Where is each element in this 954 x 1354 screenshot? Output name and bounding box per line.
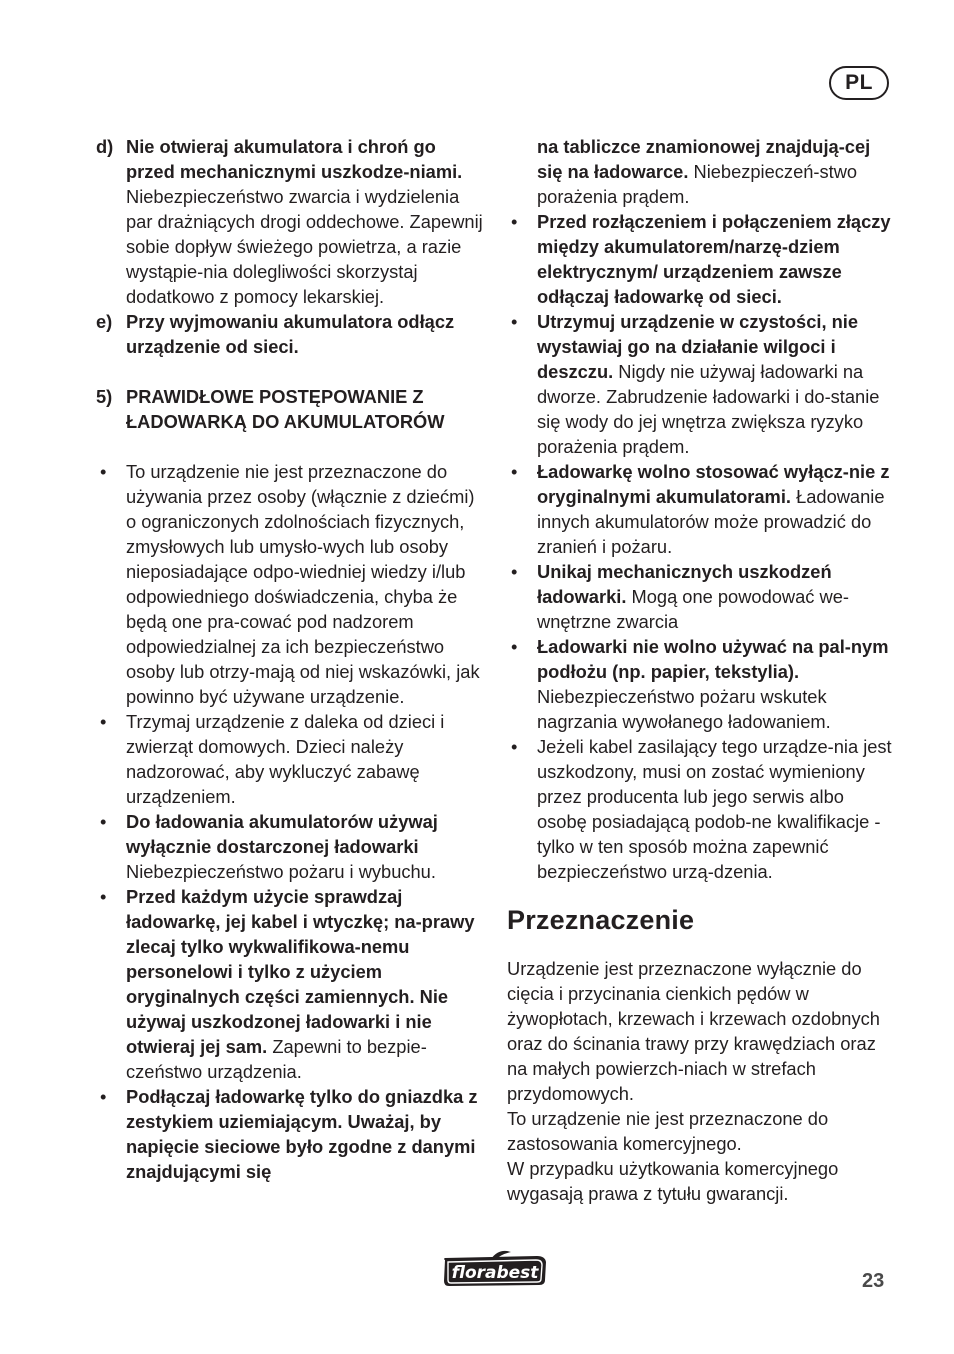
item-marker: e) xyxy=(96,311,113,332)
bullet-icon: • xyxy=(511,636,518,657)
bullet-item xyxy=(507,634,893,734)
bullet-item xyxy=(96,709,488,809)
svg-text:florabest: florabest xyxy=(451,1263,539,1283)
bullet-item xyxy=(96,884,488,1084)
logo-icon xyxy=(439,1250,551,1288)
section-heading: Przeznaczenie xyxy=(507,905,695,935)
section-5-heading xyxy=(96,384,488,434)
paragraph: To urządzenie nie jest przeznaczone do zastosowania komercyjnego. xyxy=(507,1108,829,1154)
item-text: Jeżeli kabel zasilający tego urządze-nia jest uszkodzony, musi on zostać wymieniony przez producenta lub jego serwis albo osobę posiadającą podob-ne kwalifikacje - tylko w ten sposób można zapewnić bezpieczeństwo urzą-dzenia. xyxy=(537,736,892,882)
item-text: Trzymaj urządzenie z daleka od dzieci i zwierząt domowych. Dzieci należy nadzorować, aby wykluczyć zabawę urządzeniem. xyxy=(126,711,445,807)
item-bold-text: Przed rozłączeniem i połączeniem złączy między akumulatorem/narzę-dziem elektrycznym/ urządzeniem zawsze odłączaj ładowarkę od sieci. xyxy=(537,211,891,307)
right-column xyxy=(507,134,893,1206)
bullet-icon: • xyxy=(100,711,107,732)
item-text: Nigdy nie używaj ładowarki na dworze. Zabrudzenie ładowarki i do-stanie się wody do jej wnętrza zwiększa ryzyko porażenia prądem. xyxy=(537,361,880,457)
item-bold-text: na tabliczce znamionowej znajdują-cej się na ładowarce. xyxy=(537,136,871,182)
bullet-icon: • xyxy=(100,1086,107,1107)
bullet-item xyxy=(507,734,893,884)
item-bold-text: Przy wyjmowaniu akumulatora odłącz urządzenie od sieci. xyxy=(126,311,455,357)
bullet-icon: • xyxy=(100,886,107,907)
left-column xyxy=(96,134,488,1184)
continued-item xyxy=(507,134,893,209)
item-text: Niebezpieczeństwo pożaru wskutek nagrzania wywołanego ładowaniem. xyxy=(537,686,831,732)
item-bold-text: Ładowarki nie wolno używać na pal-nym podłożu (np. papier, tekstylia). xyxy=(537,636,889,682)
item-bold-text: Podłączaj ładowarkę tylko do gniazdka z zestykiem uziemiającym. Uważaj, by napięcie sieciowe było zgodne z danymi znajdującymi się xyxy=(126,1086,478,1182)
bullet-icon: • xyxy=(511,461,518,482)
item-bold-text: Przed każdym użycie sprawdzaj ładowarkę, jej kabel i wtyczkę; na-prawy zlecaj tylko wykwalifikowa-nemu personelowi i tylko z użyciem oryginalnych części zamiennych. Nie używaj uszkodzonej ładowarki i nie otwieraj jej sam. xyxy=(126,886,475,1057)
florabest-logo xyxy=(439,1250,551,1288)
paragraph: Urządzenie jest przeznaczone wyłącznie do cięcia i przycinania cienkich pędów w żywopłotach, krzewach i krzewach ozdobnych oraz do ścinania trawy przy krawędziach oraz na małych powierzch-niach w strefach przydomowych. xyxy=(507,958,880,1104)
item-text: Ładowanie innych akumulatorów może prowadzić do zranień i pożaru. xyxy=(537,486,885,557)
bullet-item xyxy=(507,559,893,634)
language-badge: PL xyxy=(829,66,889,100)
section-title: PRAWIDŁOWE POSTĘPOWANIE Z ŁADOWARKĄ DO AKUMULATORÓW xyxy=(126,386,445,432)
list-item-e xyxy=(96,309,488,359)
item-text: To urządzenie nie jest przeznaczone do używania przez osoby (włącznie z dziećmi) o ograniczonych zdolnościach fizycznych, zmysłowych lub umysło-wych lub osoby nieposiadające odpo-wiedniej wiedzy i/lub odpowiedniego doświadczenia, chyba że będą one pra-cować pod nadzorem odpowiedzialnej za ich bezpieczeństwo osoby lub otrzy-mają od niej wskazówki, jak powinno być używane urządzenie. xyxy=(126,461,480,707)
bullet-item xyxy=(96,1084,488,1184)
bullet-item xyxy=(507,459,893,559)
bullet-icon: • xyxy=(100,811,107,832)
bullet-item xyxy=(96,809,488,884)
bullet-icon: • xyxy=(511,311,518,332)
item-bold-text: Ładowarkę wolno stosować wyłącz-nie z oryginalnymi akumulatorami. xyxy=(537,461,890,507)
bullet-icon: • xyxy=(100,461,107,482)
item-text: Niebezpieczeństwo pożaru i wybuchu. xyxy=(126,861,436,882)
bullet-icon: • xyxy=(511,211,518,232)
list-item-d xyxy=(96,134,488,309)
item-text: Niebezpieczeństwo zwarcia i wydzielenia par drażniących drogi oddechowe. Zapewnij sobie dopływ świeżego powietrza, a razie wystąpie-nia dolegliwości skorzystaj dodatkowo z pomocy lekarskiej. xyxy=(126,186,483,307)
bullet-icon: • xyxy=(511,736,518,757)
item-marker: d) xyxy=(96,136,114,157)
item-bold-text: Unikaj mechanicznych uszkodzeń ładowarki. xyxy=(537,561,832,607)
paragraph: W przypadku użytkowania komercyjnego wygasają prawa z tytułu gwarancji. xyxy=(507,1158,839,1204)
item-text: Mogą one powodować we-wnętrzne zwarcia xyxy=(537,586,849,632)
bullet-item xyxy=(96,459,488,709)
item-bold-text: Do ładowania akumulatorów używaj wyłącznie dostarczonej ładowarki xyxy=(126,811,438,857)
bullet-item xyxy=(507,209,893,309)
page-number: 23 xyxy=(862,1270,885,1292)
section-marker: 5) xyxy=(96,386,113,407)
item-bold-text: Nie otwieraj akumulatora i chroń go przed mechanicznymi uszkodze-niami. xyxy=(126,136,463,182)
bullet-item xyxy=(507,309,893,459)
bullet-icon: • xyxy=(511,561,518,582)
item-bold-text: Utrzymuj urządzenie w czystości, nie wystawiaj go na działanie wilgoci i deszczu. xyxy=(537,311,859,382)
item-text: Zapewni to bezpie-czeństwo urządzenia. xyxy=(126,1036,427,1082)
item-text: Niebezpieczeń-stwo porażenia prądem. xyxy=(537,161,858,207)
